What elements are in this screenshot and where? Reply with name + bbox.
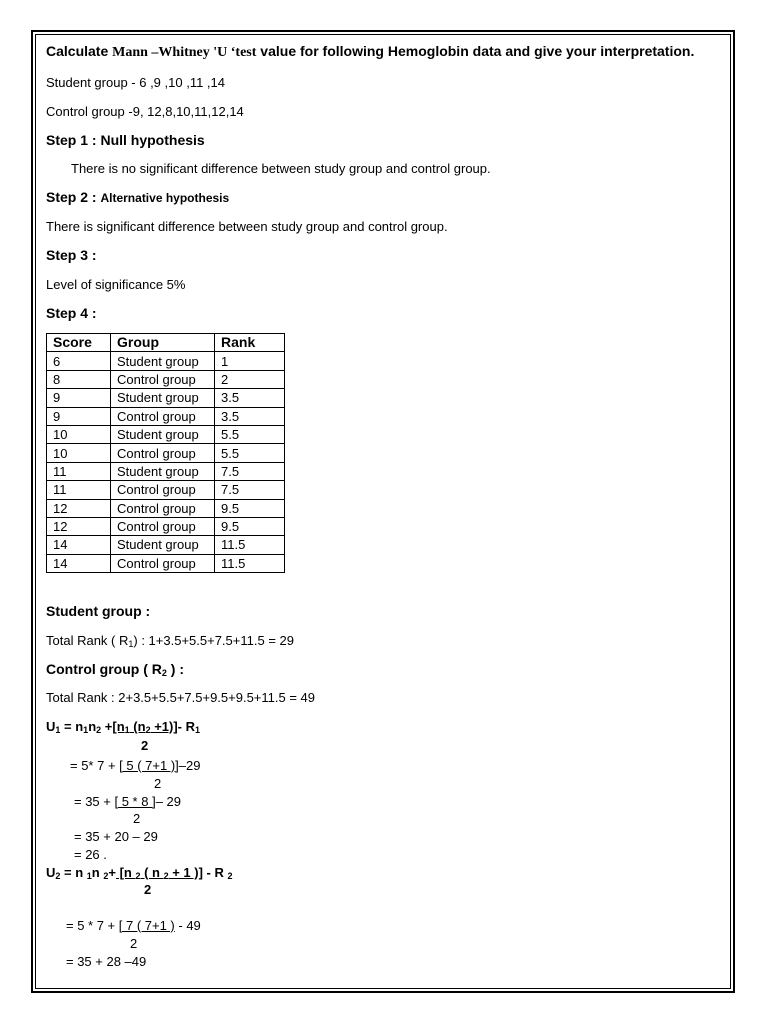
u1-step2: = 35 + [ 5 * 8 ]– 29 <box>74 794 181 809</box>
score-cell: 9 <box>47 389 111 407</box>
group-cell: Control group <box>111 499 215 517</box>
group-cell: Student group <box>111 462 215 480</box>
table-row <box>47 499 285 517</box>
step4-heading: Step 4 : <box>46 305 97 321</box>
rank-cell: 7.5 <box>215 462 285 480</box>
rank-cell: 5.5 <box>215 444 285 462</box>
score-cell: 10 <box>47 425 111 443</box>
group-cell: Student group <box>111 425 215 443</box>
score-cell: 11 <box>47 462 111 480</box>
table-header-row <box>47 334 285 352</box>
group-cell: Student group <box>111 352 215 370</box>
group-cell: Control group <box>111 370 215 388</box>
score-cell: 8 <box>47 370 111 388</box>
rank-cell: 11.5 <box>215 554 285 572</box>
u1-formula: $U_1 = n_1n_2 +[n_1$ $(n_2 +1)]-$ $R_1$ <box>46 719 201 735</box>
table-row <box>47 554 285 572</box>
u2-step1-denominator: 2 <box>130 936 138 951</box>
step2-heading: Step 2 : Alternative hypothesis <box>46 189 230 205</box>
rank-cell: 1 <box>215 352 285 370</box>
total-rank-r1: Total Rank ( $R_1$) : 1+3.5+5.5+7.5+11.5 = 29 <box>46 633 294 649</box>
u2-formula-denominator: 2 <box>144 882 152 897</box>
rank-cell: 9.5 <box>215 517 285 535</box>
group-cell: Control group <box>111 481 215 499</box>
table-row <box>47 407 285 425</box>
step1-heading: Step 1 : Null hypothesis <box>46 132 205 148</box>
student-group-heading: Student group : <box>46 603 151 619</box>
student-group-data: Student group - 6 ,9 ,10 ,11 ,14 <box>46 75 225 90</box>
u1-formula-denominator: 2 <box>141 738 149 753</box>
column-header-group: Group <box>111 334 215 352</box>
table-row <box>47 444 285 462</box>
rank-cell: 2 <box>215 370 285 388</box>
score-cell: 14 <box>47 554 111 572</box>
step3-heading: Step 3 : <box>46 247 97 263</box>
u1-step2-denominator: 2 <box>133 811 141 826</box>
total-rank-r2: Total Rank : 2+3.5+5.5+7.5+9.5+9.5+11.5 = 49 <box>46 690 316 705</box>
group-cell: Control group <box>111 407 215 425</box>
table-row <box>47 481 285 499</box>
table-row <box>47 536 285 554</box>
score-cell: 14 <box>47 536 111 554</box>
rank-cell: 11.5 <box>215 536 285 554</box>
score-cell: 11 <box>47 481 111 499</box>
column-header-rank: Rank <box>215 334 285 352</box>
control-group-data: Control group -9, 12,8,10,11,12,14 <box>46 104 244 119</box>
question-title: Calculate Mann –Whitney 'U ‘test value for following Hemoglobin data and give your interpretation. <box>46 43 695 60</box>
u1-step1-denominator: 2 <box>154 776 162 791</box>
u1-step3: = 35 + 20 – 29 <box>74 829 158 844</box>
table-row <box>47 517 285 535</box>
score-cell: 12 <box>47 517 111 535</box>
score-cell: 9 <box>47 407 111 425</box>
group-cell: Control group <box>111 517 215 535</box>
table-row <box>47 352 285 370</box>
group-cell: Control group <box>111 444 215 462</box>
u2-formula: $U_2 = n$ $_1$n $_2$+ [n $_2$ ( n $_2$ + 1 )] - R $_2$ <box>46 865 233 881</box>
group-cell: Student group <box>111 536 215 554</box>
table-row <box>47 370 285 388</box>
null-hypothesis-text: There is no significant difference between study group and control group. <box>71 161 491 176</box>
significance-level-text: Level of significance 5% <box>46 277 186 292</box>
control-group-heading: Control group ( $R_2$ ) : <box>46 661 184 678</box>
rank-cell: 5.5 <box>215 425 285 443</box>
rank-cell: 7.5 <box>215 481 285 499</box>
u1-result: = 26 . <box>74 847 107 862</box>
u2-step2: = 35 + 28 –49 <box>66 954 147 969</box>
table-row <box>47 389 285 407</box>
rank-cell: 3.5 <box>215 389 285 407</box>
group-cell: Student group <box>111 389 215 407</box>
score-cell: 10 <box>47 444 111 462</box>
rank-cell: 3.5 <box>215 407 285 425</box>
u1-step1: = 5* 7 + [ 5 ( 7+1 )]–29 <box>70 758 201 773</box>
score-cell: 6 <box>47 352 111 370</box>
group-cell: Control group <box>111 554 215 572</box>
u2-step1: = 5 * 7 + [ 7 ( 7+1 ) - 49 <box>66 918 201 933</box>
table-row <box>47 462 285 480</box>
column-header-score: Score <box>47 334 111 352</box>
rank-cell: 9.5 <box>215 499 285 517</box>
alternative-hypothesis-text: There is significant difference between study group and control group. <box>46 219 448 234</box>
rank-table <box>46 333 285 573</box>
table-row <box>47 425 285 443</box>
score-cell: 12 <box>47 499 111 517</box>
